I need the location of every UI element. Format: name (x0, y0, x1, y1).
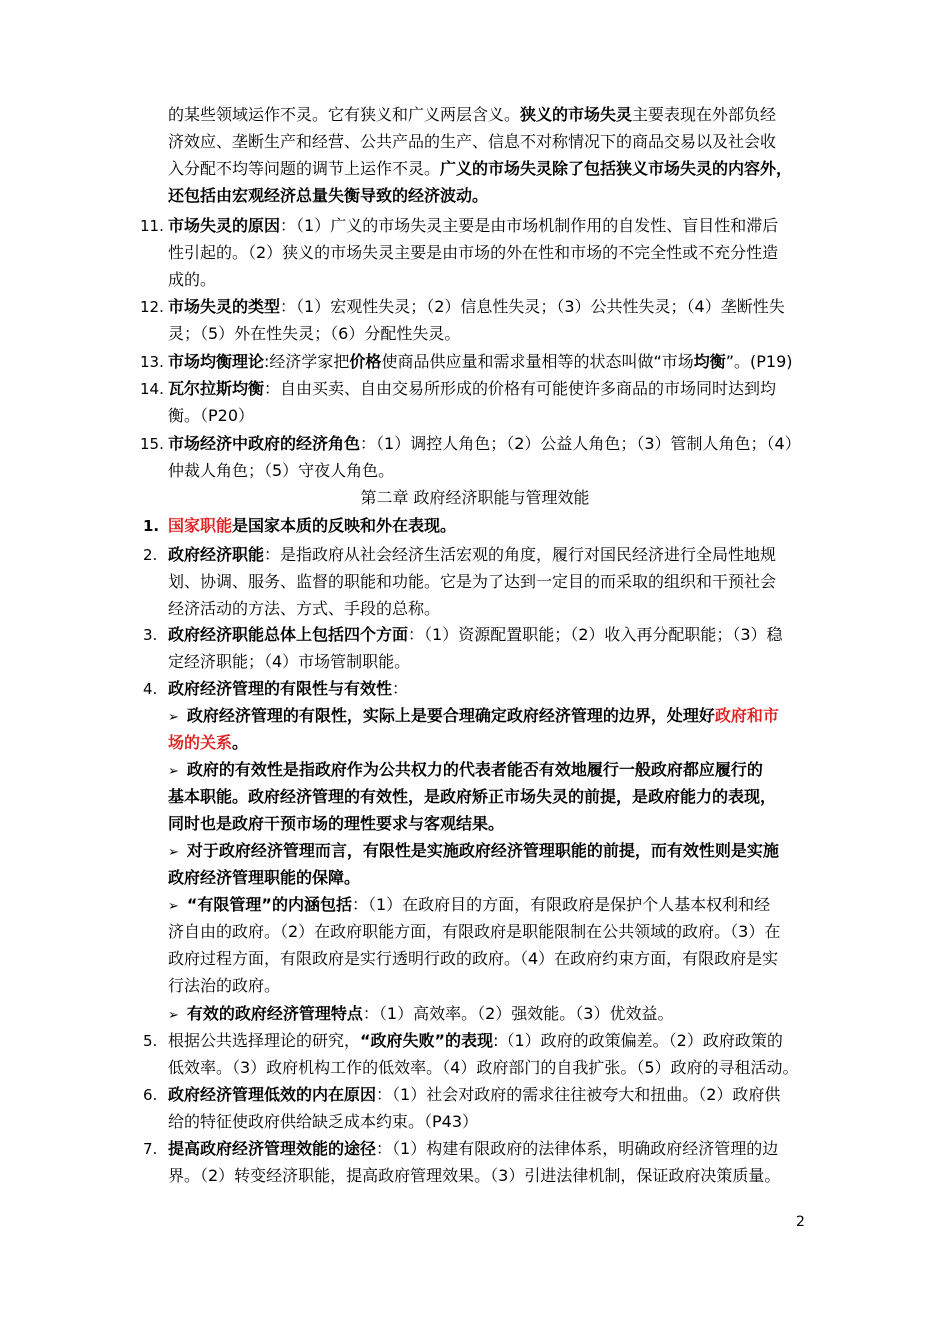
text-segment: 济效应、垄断生产和经营、公共产品的生产、信息不对称情况下的商品交易以及社会收 (168, 132, 777, 151)
text-line (168, 516, 818, 536)
text-segment: 划、协调、服务、监督的职能和功能。它是为了达到一定目的而采取的组织和干预社会 (168, 572, 777, 591)
text-segment: 价格 (349, 352, 382, 371)
text-line (168, 243, 818, 263)
text-segment: ：（1）在政府目的方面，有限政府是保护个人基本权利和经 (351, 895, 771, 914)
text-segment: ：（1）构建有限政府的法律体系，明确政府经济管理的边 (376, 1139, 779, 1158)
text-line (168, 895, 818, 917)
list-number: 3. (143, 626, 158, 644)
text-segment: 对于政府经济管理而言，有限性是实施政府经济管理职能的前提，而有效性则是实施 (186, 841, 779, 860)
text-line (168, 270, 818, 290)
text-segment: ：（1）资源配置职能；（2）收入再分配职能；（3）稳 (408, 625, 783, 644)
list-number: 2. (143, 546, 158, 564)
text-segment: 仲裁人角色；（5）守夜人角色。 (168, 461, 395, 480)
text-segment: 同时也是政府干预市场的理性要求与客观结果。 (168, 814, 505, 833)
text-line (168, 1112, 818, 1132)
chapter-heading: 第二章 政府经济职能与管理效能 (360, 488, 590, 507)
text-segment: ：自由买卖、自由交易所形成的价格有可能使许多商品的市场同时达到均 (264, 379, 777, 398)
text-segment: ：（1）社会对政府的需求往往被夸大和扭曲。（2）政府供 (376, 1085, 781, 1104)
text-line (168, 760, 818, 782)
text-segment: ：（1）高效率。（2）强效能。（3）优效益。 (362, 1004, 674, 1023)
text-segment: 广义的市场失灵除了包括狭义市场失灵的内容外， (440, 159, 793, 178)
text-segment: 灵；（5）外在性失灵；（6）分配性失灵。 (168, 324, 461, 343)
text-line (168, 1031, 818, 1051)
text-line (168, 186, 818, 206)
text-line (168, 787, 818, 807)
text-segment: ：是指政府从社会经济生活宏观的角度，履行对国民经济进行全局性地规 (264, 545, 777, 564)
bullet-arrow-icon: ➢ (168, 899, 179, 914)
list-number: 15. (140, 435, 164, 453)
text-segment: 的某些领域运作不灵。它有狭义和广义两层含义。 (168, 105, 521, 124)
text-line (168, 159, 818, 179)
text-segment: 还包括由宏观经济总量失衡导致的经济波动。 (168, 186, 489, 205)
bullet-arrow-icon: ➢ (168, 845, 179, 860)
text-line (168, 324, 818, 344)
text-line (168, 216, 818, 236)
page-number: 2 (796, 1214, 805, 1230)
text-line (168, 379, 818, 399)
text-line (168, 105, 818, 125)
list-number: 7. (143, 1140, 158, 1158)
text-segment: 低效率。（3）政府机构工作的低效率。（4）政府部门的自我扩张。（5）政府的寻租活动。 (168, 1058, 799, 1077)
bullet-arrow-icon: ➢ (168, 1008, 179, 1023)
list-number: 11. (140, 217, 164, 235)
text-segment: 场的关系 (168, 733, 233, 752)
text-segment: :经济学家把 (264, 352, 350, 371)
text-segment: 市场均衡理论 (168, 352, 265, 371)
text-segment: 市场经济中政府的经济角色 (168, 434, 361, 453)
list-number: 6. (143, 1086, 158, 1104)
bullet-arrow-icon: ➢ (168, 710, 179, 725)
text-line (168, 1085, 818, 1105)
text-line (168, 625, 818, 645)
text-line (168, 679, 818, 699)
text-line (168, 1166, 818, 1186)
text-segment: “政府失败”的表现 (360, 1031, 494, 1050)
text-line (168, 841, 818, 863)
text-line (168, 733, 818, 753)
list-number: 1. (143, 517, 160, 535)
text-segment: 均衡 (693, 352, 726, 371)
text-segment: 行法治的政府。 (168, 976, 281, 995)
text-segment: 经济活动的方法、方式、手段的总称。 (168, 599, 441, 618)
text-segment: 政府经济管理的有限性与有效性 (168, 679, 393, 698)
text-segment: 瓦尔拉斯均衡 (168, 379, 265, 398)
text-line (168, 545, 818, 565)
text-segment: 市场失灵的类型 (168, 297, 281, 316)
text-segment: 。 (232, 733, 249, 752)
list-number: 5. (143, 1032, 158, 1050)
text-line (168, 406, 818, 426)
text-line (168, 1139, 818, 1159)
text-line (168, 814, 818, 834)
text-line (168, 949, 818, 969)
list-number: 12. (140, 298, 164, 316)
text-line (168, 1058, 818, 1078)
text-segment: 国家职能 (168, 516, 233, 535)
text-segment: 政府和市 (714, 706, 779, 725)
text-segment: 入分配不均等问题的调节上运作不灵。 (168, 159, 441, 178)
list-number: 4. (143, 680, 158, 698)
text-segment: 根据公共选择理论的研究， (168, 1031, 361, 1050)
text-segment: 给的特征使政府供给缺乏成本约束。（P43） (168, 1112, 479, 1131)
text-segment: 是国家本质的反映和外在表现。 (232, 516, 457, 535)
text-line (168, 132, 818, 152)
text-line (168, 922, 818, 942)
text-line (168, 352, 818, 372)
text-segment: 衡。（P20） (168, 406, 255, 425)
list-number: 14. (140, 380, 164, 398)
text-segment: :（1）政府的政策偏差。（2）政府政策的 (493, 1031, 783, 1050)
bullet-arrow-icon: ➢ (168, 764, 179, 779)
text-segment: “有限管理”的内涵包括 (186, 895, 352, 914)
text-segment: 性引起的。（2）狭义的市场失灵主要是由市场的外在性和市场的不完全性或不充分性造 (168, 243, 779, 262)
text-line (168, 434, 818, 454)
text-segment: 政府经济职能 (168, 545, 265, 564)
text-segment: ：（1）宏观性失灵；（2）信息性失灵；（3）公共性失灵；（4）垄断性失 (280, 297, 785, 316)
text-segment: 界。（2）转变经济职能，提高政府管理效果。（3）引进法律机制，保证政府决策质量。 (168, 1166, 781, 1185)
text-line (168, 599, 818, 619)
text-segment: 市场失灵的原因 (168, 216, 281, 235)
text-line (168, 461, 818, 481)
text-segment: ： (392, 679, 409, 698)
text-segment: 定经济职能；（4）市场管制职能。 (168, 652, 411, 671)
text-line (168, 1004, 818, 1026)
text-segment: 提高政府经济管理效能的途径 (168, 1139, 377, 1158)
text-segment: 基本职能。政府经济管理的有效性，是政府矫正市场失灵的前提，是政府能力的表现， (168, 787, 777, 806)
text-segment: 政府过程方面，有限政府是实行透明行政的政府。（4）在政府约束方面，有限政府是实 (168, 949, 779, 968)
text-line (168, 572, 818, 592)
text-segment: ：（1）广义的市场失灵主要是由市场机制作用的自发性、盲目性和滞后 (280, 216, 779, 235)
text-segment: 政府经济职能总体上包括四个方面 (168, 625, 409, 644)
text-segment: ：（1）调控人角色；（2）公益人角色；（3）管制人角色；（4） (360, 434, 801, 453)
text-segment: 政府经济管理低效的内在原因 (168, 1085, 377, 1104)
text-segment: 有效的政府经济管理特点 (186, 1004, 363, 1023)
text-line (168, 652, 818, 672)
text-line (168, 868, 818, 888)
text-segment: 狭义的市场失灵 (520, 105, 633, 124)
text-segment: 政府经济管理的有限性，实际上是要合理确定政府经济管理的边界，处理好 (186, 706, 715, 725)
text-segment: 政府经济管理职能的保障。 (168, 868, 361, 887)
text-segment: 使商品供应量和需求量相等的状态叫做“市场 (381, 352, 694, 371)
list-number: 13. (140, 353, 164, 371)
text-line (168, 297, 818, 317)
text-segment: ”。(P19) (725, 352, 793, 371)
text-line (168, 976, 818, 996)
text-line (168, 706, 818, 728)
text-segment: 政府的有效性是指政府作为公共权力的代表者能否有效地履行一般政府都应履行的 (186, 760, 763, 779)
text-segment: 成的。 (168, 270, 217, 289)
text-segment: 济自由的政府。（2）在政府职能方面，有限政府是职能限制在公共领域的政府。（3）在 (168, 922, 781, 941)
text-segment: 主要表现在外部负经 (632, 105, 777, 124)
